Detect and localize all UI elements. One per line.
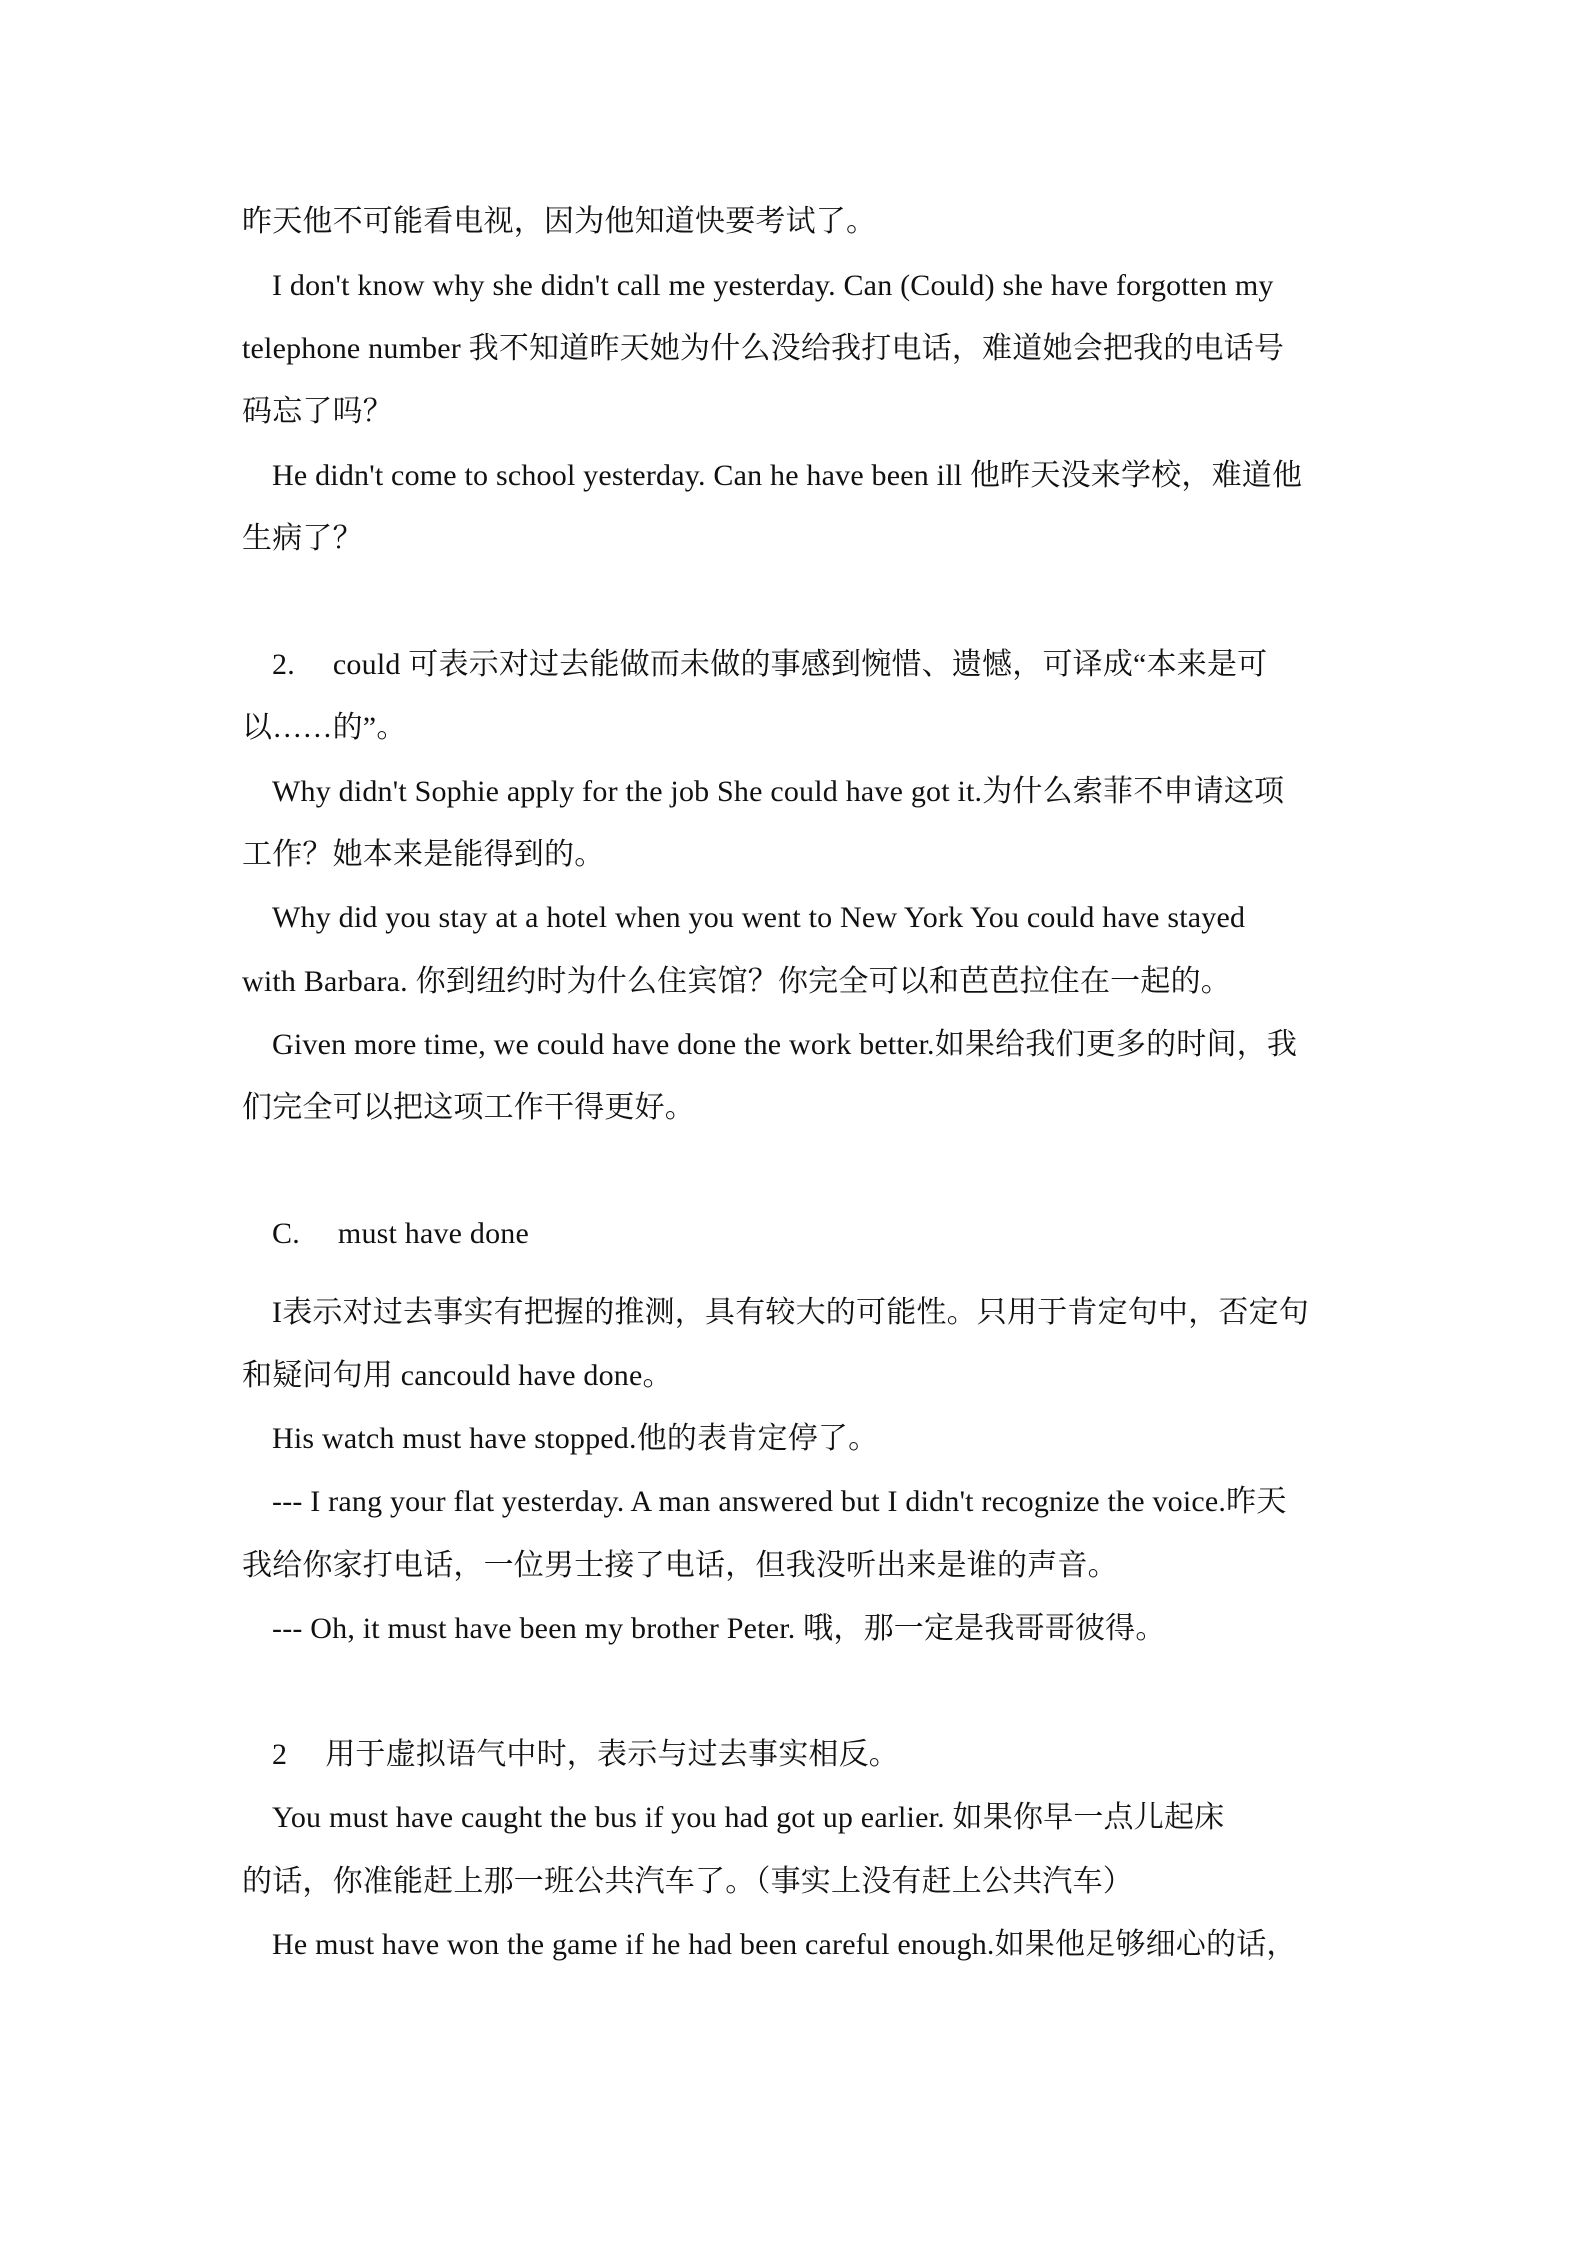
text-line: He must have won the game if he had been careful enough.如果他足够细心的话， [272,1928,1297,1961]
text-line: 我给你家打电话，一位男士接了电话，但我没听出来是谁的声音。 [242,1549,1118,1582]
text-line: with Barbara. 你到纽约时为什么住宾馆？你完全可以和芭芭拉住在一起的。 [242,965,1231,998]
text-line: 工作？她本来是能得到的。 [242,838,605,871]
text-line: I don't know why she didn't call me yesterday. Can (Could) she have forgotten my [272,269,1274,302]
text-line: I表示对过去事实有把握的推测，具有较大的可能性。只用于肯定句中，否定句 [272,1296,1309,1329]
section-heading [272,1214,1412,1254]
text-line: --- I rang your flat yesterday. A man answered but I didn't recognize the voice.昨天 [272,1485,1287,1518]
text-line: Given more time, we could have done the work better.如果给我们更多的时间，我 [272,1028,1298,1061]
text-line: --- Oh, it must have been my brother Peter. 哦，那一定是我哥哥彼得。 [272,1612,1166,1645]
item-text: 用于虚拟语气中时，表示与过去事实相反。 [325,1738,900,1771]
text-line: He didn't come to school yesterday. Can he have been ill 他昨天没来学校，难道他 [272,459,1303,492]
text-line: 码忘了吗？ [242,395,393,428]
item-number: 2 [272,1738,288,1771]
text-line: 以……的”。 [242,711,407,744]
text-line: His watch must have stopped.他的表肯定停了。 [272,1422,879,1455]
item-text: could 可表示对过去能做而未做的事感到惋惜、遗憾，可译成“本来是可 [332,648,1268,681]
text-line: 的话，你准能赶上那一班公共汽车了。（事实上没有赶上公共汽车） [242,1865,1133,1898]
numbered-item [272,645,1412,685]
item-number: 2. [272,648,295,681]
text-line: 昨天他不可能看电视，因为他知道快要考试了。 [242,205,877,238]
text-line: 生病了？ [242,522,363,555]
item-number: C. [272,1217,300,1250]
text-line: telephone number 我不知道昨天她为什么没给我打电话，难道她会把我的电话号 [242,332,1285,365]
text-line: 们完全可以把这项工作干得更好。 [242,1091,695,1124]
text-line: Why didn't Sophie apply for the job She could have got it.为什么索菲不申请这项 [272,775,1285,808]
text-line: You must have caught the bus if you had got up earlier. 如果你早一点儿起床 [272,1801,1225,1834]
text-line: Why did you stay at a hotel when you went to New York You could have stayed [272,901,1246,934]
numbered-item [272,1735,1412,1775]
text-line: 和疑问句用 cancould have done。 [242,1359,673,1392]
item-text: must have done [337,1217,530,1250]
